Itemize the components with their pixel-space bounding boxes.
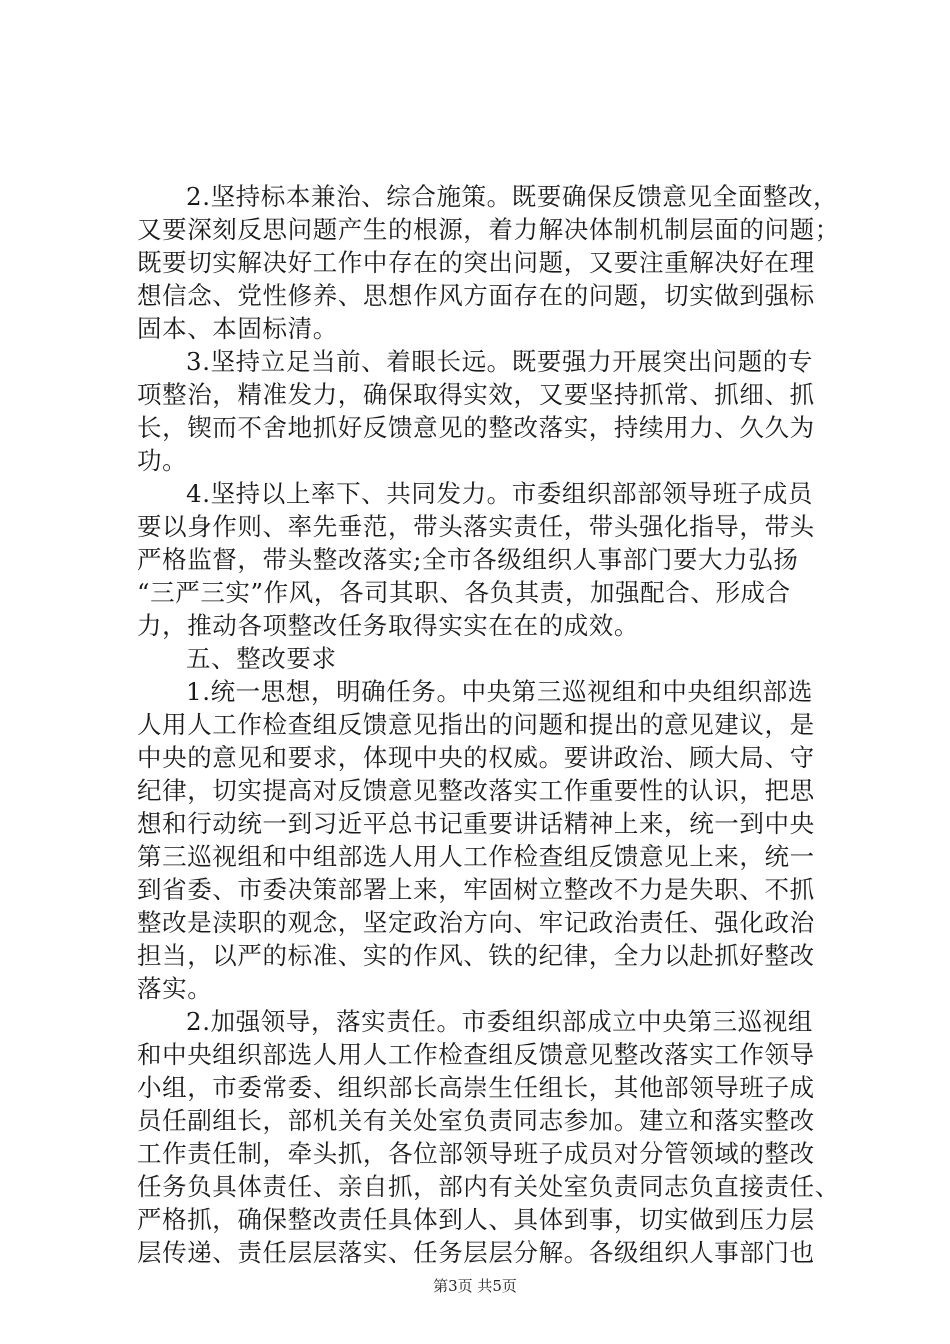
page-number-footer: 第3页 共5页 [433,1277,517,1295]
paragraph-line: 2.坚持标本兼治、综合施策。既要确保反馈意见全面整改， [186,182,839,211]
paragraph-line: 项整治，精准发力，确保取得实效，又要坚持抓常、抓细、抓 [137,380,815,409]
section-heading: 五、整改要求 [186,644,337,673]
paragraph-line: 担当，以严的标准、实的作风、铁的纪律，全力以赴抓好整改 [137,941,815,970]
paragraph-line: 落实。 [137,974,213,1003]
paragraph-line: 任务负具体责任、亲自抓，部内有关处室负责同志负直接责任、 [137,1172,840,1201]
paragraph-line: 4.坚持以上率下、共同发力。市委组织部部领导班子成员 [186,479,813,508]
paragraph-line: 中央的意见和要求，体现中央的权威。要讲政治、顾大局、守 [137,743,815,772]
paragraph-line: 层传递、责任层层落实、任务层层分解。各级组织人事部门也 [137,1238,815,1267]
paragraph-line: 员任副组长，部机关有关处室负责同志参加。建立和落实整改 [137,1106,815,1135]
paragraph-line: 1.统一思想，明确任务。中央第三巡视组和中央组织部选 [186,677,813,706]
paragraph-line: 想信念、党性修养、思想作风方面存在的问题，切实做到强标 [137,281,815,310]
paragraph-line: 和中央组织部选人用人工作检查组反馈意见整改落实工作领导 [137,1040,815,1069]
paragraph-line: 工作责任制，牵头抓，各位部领导班子成员对分管领域的整改 [137,1139,815,1168]
paragraph-line: 既要切实解决好工作中存在的突出问题，又要注重解决好在理 [137,248,815,277]
paragraph-line: 又要深刻反思问题产生的根源，着力解决体制机制层面的问题； [137,215,840,244]
paragraph-line: 想和行动统一到习近平总书记重要讲话精神上来，统一到中央 [137,809,815,838]
paragraph-line: 功。 [137,446,188,475]
paragraph-line: 2.加强领导，落实责任。市委组织部成立中央第三巡视组 [186,1007,813,1036]
paragraph-line: 力，推动各项整改任务取得实实在在的成效。 [137,611,639,640]
paragraph-line: “三严三实”作风，各司其职、各负其责，加强配合、形成合 [137,578,791,607]
paragraph-line: 固本、本固标清。 [137,314,338,343]
paragraph-line: 严格监督，带头整改落实;全市各级组织人事部门要大力弘扬 [137,545,799,574]
paragraph-line: 严格抓，确保整改责任具体到人、具体到事，切实做到压力层 [137,1205,815,1234]
paragraph-line: 到省委、市委决策部署上来，牢固树立整改不力是失职、不抓 [137,875,815,904]
paragraph-line: 纪律，切实提高对反馈意见整改落实工作重要性的认识，把思 [137,776,815,805]
paragraph-line: 要以身作则、率先垂范，带头落实责任，带头强化指导，带头 [137,512,815,541]
paragraph-line: 第三巡视组和中组部选人用人工作检查组反馈意见上来，统一 [137,842,815,871]
paragraph-line: 长，锲而不舍地抓好反馈意见的整改落实，持续用力、久久为 [137,413,815,442]
paragraph-line: 整改是渎职的观念，坚定政治方向、牢记政治责任、强化政治 [137,908,815,937]
paragraph-line: 小组，市委常委、组织部长高崇生任组长，其他部领导班子成 [137,1073,815,1102]
paragraph-line: 人用人工作检查组反馈意见指出的问题和提出的意见建议，是 [137,710,815,739]
paragraph-line: 3.坚持立足当前、着眼长远。既要强力开展突出问题的专 [186,347,813,376]
